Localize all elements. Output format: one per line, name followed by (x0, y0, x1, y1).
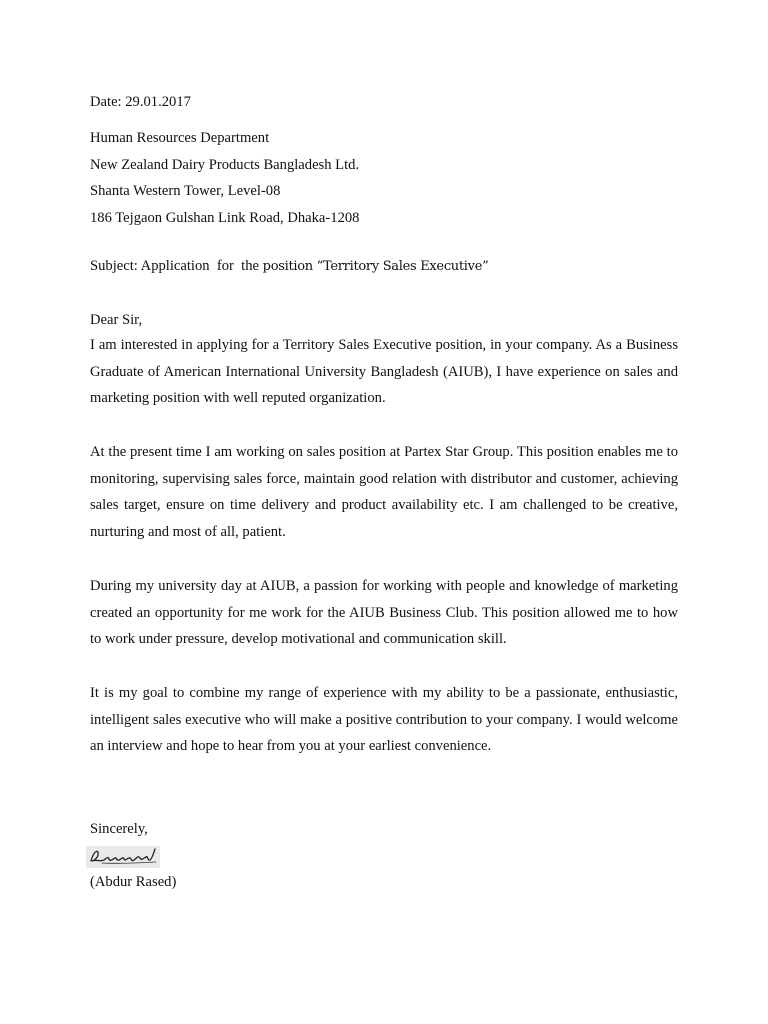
signature-image (86, 846, 160, 868)
body-paragraph-2: At the present time I am working on sales position at Partex Star Group. This position enables me to monitoring, supervising sales force, maintain good relation with distributor and customer, achieving sales target, ensure on time delivery and product availability etc. I am challenged to be creative, nurturing and most of all, patient. (90, 444, 678, 541)
body-paragraph-4: It is my goal to combine my range of experience with my ability to be a passionate, enthusiastic, intelligent sales executive who will make a positive contribution to your company. I would welcome an interview and hope to hear from you at your earliest convenience. (90, 685, 678, 755)
signer-name: (Abdur Rased) (90, 874, 177, 890)
signature-graphic (86, 846, 160, 868)
closing: Sincerely, (90, 821, 148, 837)
body-paragraph-1: I am interested in applying for a Territory Sales Executive position, in your company. As a Business Graduate of American International University Bangladesh (AIUB), I have experience on sales and marketing position with well reputed organization. (90, 337, 678, 407)
subject-position: position “Territory Sales Executive” (262, 259, 489, 274)
recipient-department: Human Resources Department (90, 130, 270, 146)
recipient-building: Shanta Western Tower, Level-08 (90, 183, 281, 199)
letter-date: Date: 29.01.2017 (90, 94, 191, 110)
subject-prefix: Subject: Application for the (90, 258, 263, 274)
recipient-company: New Zealand Dairy Products Bangladesh Ltd. (90, 157, 360, 173)
salutation: Dear Sir, (90, 312, 143, 328)
subject-line (90, 257, 488, 276)
body-paragraph-3: During my university day at AIUB, a passion for working with people and knowledge of marketing created an opportunity for me work for the AIUB Business Club. This position allowed me to how to work under pressure, develop motivational and communication skill. (90, 578, 678, 648)
recipient-street: 186 Tejgaon Gulshan Link Road, Dhaka-1208 (90, 210, 360, 226)
